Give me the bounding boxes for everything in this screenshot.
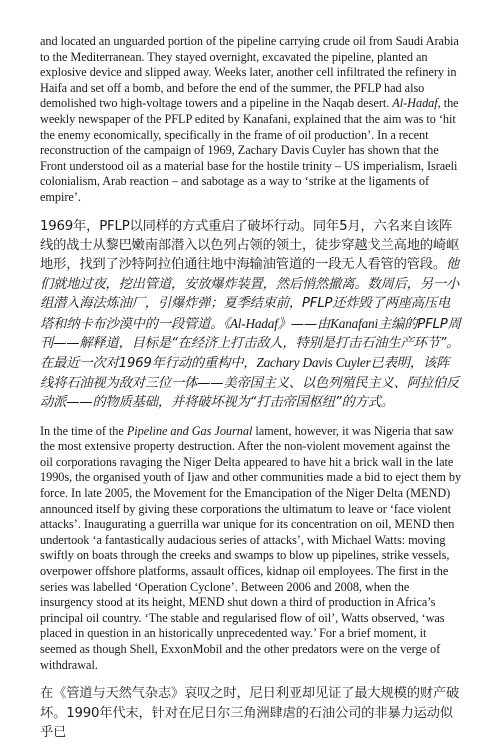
journal-title: Pipeline and Gas Journal <box>126 423 253 438</box>
text-run-italic: 主编的PFLP周刊——解释道，目标是“在经济上打击敌人，特别是打击石油生产环节”。在最近一次对1969年行动的重构中， <box>40 316 461 372</box>
document-page <box>40 34 462 742</box>
text-run-italic: 他们就地过夜，挖出管道，安放爆炸装置，然后悄然撤离。数周后，另一小组潜入海法炼油厂，引爆炸弹；夏季结束前，PFLP还炸毁了两座高压电塔和纳卡布沙漠中的一段管道。《 <box>40 257 460 332</box>
chinese-paragraph-1 <box>40 217 462 413</box>
text-run: and located an unguarded portion of the pipeline carrying crude oil from Saudi Arabia to the Mediterranean. They stayed overnight, excavated the pipeline, planted an explosive device and slipped away. Weeks later, another cell infiltrated the refinery in Haifa and set off a bomb, and before the end of the summer, the PFLP had also demolished two high-voltage towers and a pipeline in the Naqab desert. <box>40 34 459 111</box>
newspaper-title: Al-Hadaf <box>229 315 278 331</box>
person-name: Kanafani <box>330 315 378 331</box>
english-paragraph-1 <box>40 34 462 206</box>
text-run: 在《管道与天然气杂志》哀叹之时，尼日利亚却见证了最大规模的财产破坏。1990年代末，针对在尼日尔三角洲肆虐的石油公司的非暴力运动似乎已 <box>40 686 460 740</box>
text-run: 1969年，PFLP以同样的方式重启了破坏行动。同年5月，六名来自该阵线的战士从黎巴嫩南部潜入以色列占领的领土，徒步穿越戈兰高地的崎岖地形，找到了沙特阿拉伯通往地中海输油管道的一段无人看管的管段。 <box>40 218 460 273</box>
english-paragraph-2 <box>40 424 462 674</box>
newspaper-title: Al-Hadaf <box>392 96 438 111</box>
text-run: In the time of the <box>40 423 127 438</box>
text-run-italic: 》——由 <box>277 316 331 332</box>
text-run: , the weekly newspaper of the PFLP edited by Kanafani, explained that the aim was to ‘hit the enemy economically, specifically in the frame of oil production’. In a recent reconstruction of the campaign of 1969, Zachary Davis Cuyler has shown that the Front understood oil as a material base for the hostile trinity – US imperialism, Israeli colonialism, Arab reaction – and sabotage as a way to ‘strike at the ligaments of empire’. <box>40 96 459 204</box>
text-run: lament, however, it was Nigeria that saw the most extensive property destruction. After the non-violent movement against the oil corporations ravaging the Niger Delta appeared to have hit a brick wall in the late 1990s, the organised youth of Ijaw and other communities made a bid to eject them by force. In late 2005, the Movement for the Emancipation of the Niger Delta (MEND) announced itself by giving these corporations the ultimatum to leave or ‘face violent attacks’. Inaugurating a guerrilla war unique for its concentration on oil, MEND then undertook ‘a fantastically audacious series of attacks’, with Michael Watts: moving swiftly on boats through the creeks and swamps to blow up pipelines, strike vessels, overpower offshore platforms, assault offices, kidnap oil employees. The first in the series was labelled ‘Operation Cyclone’. Between 2006 and 2008, when the insurgency stood at its height, MEND shut down a third of production in Africa’s principal oil country. ‘The stable and regularised flow of oil’, Watts observed, ‘was placed in question in an historically unprecedented way.’ For a brief moment, it seemed as though Shell, ExxonMobil and the other predators were on the verge of withdrawal. <box>40 423 462 672</box>
text-run-italic: 已表明，该阵线将石油视为敌对三位一体——美帝国主义、以色列殖民主义、阿拉伯反动派——的物质基础，并将破坏视为“打击帝国枢纽”的方式。 <box>40 356 460 411</box>
person-name: Zachary Davis Cuyler <box>256 355 371 371</box>
chinese-paragraph-2 <box>40 684 462 742</box>
